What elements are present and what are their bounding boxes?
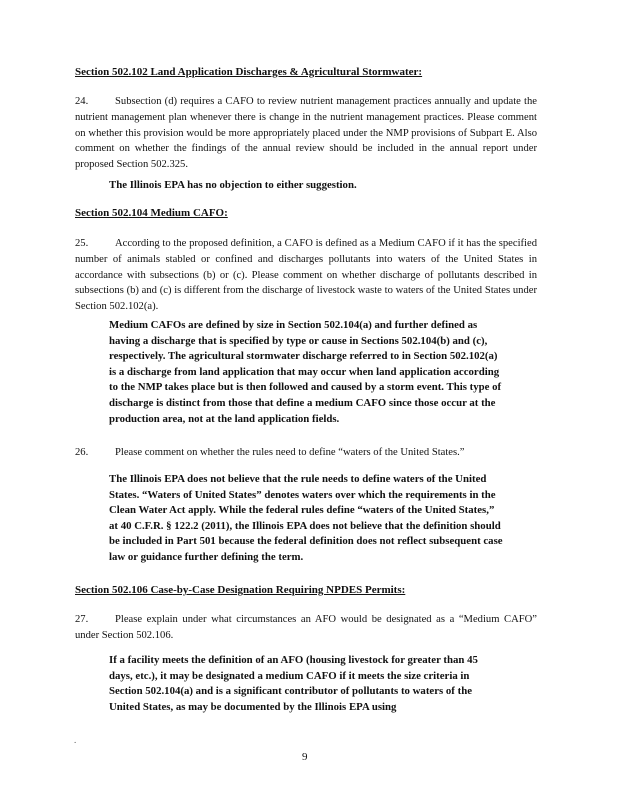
- answer-24: The Illinois EPA has no objection to either suggestion.: [109, 179, 357, 191]
- question-number: 27.: [75, 614, 89, 625]
- answer-27: If a facility meets the definition of an AFO (housing livestock for greater than 45 days, etc.), it may be designated a medium CAFO if it meets the size criteria in Section 502.104(a) and is a significant contributor of pollutants to waters of the United States, as may be documented by the Illinois EPA using: [109, 654, 478, 713]
- stray-mark: .: [74, 735, 77, 745]
- question-26: [75, 445, 537, 461]
- question-27: [75, 612, 537, 644]
- question-text: Subsection (d) requires a CAFO to review nutrient management practices annually and update the nutrient management plan whenever there is change in the nutrient management practices. Please comment on whether this provision would be more appropriately placed under the NMP provisions of Subpart E. Also comment on whether the findings of the annual review should be included in the annual report under proposed Section 502.325.: [75, 96, 537, 171]
- section-heading-502-106: Section 502.106 Case-by-Case Designation Requiring NPDES Permits:: [75, 584, 406, 596]
- question-text: Please explain under what circumstances an AFO would be designated as a “Medium CAFO” under Section 502.106.: [75, 614, 537, 641]
- section-heading-502-102: Section 502.102 Land Application Discharges & Agricultural Stormwater:: [75, 66, 423, 78]
- question-25: [75, 236, 537, 315]
- question-24: [75, 94, 537, 173]
- question-number: 26.: [75, 447, 89, 458]
- question-text: Please comment on whether the rules need to define “waters of the United States.”: [115, 447, 465, 458]
- answer-26: The Illinois EPA does not believe that the rule needs to define waters of the United States. “Waters of United States” denotes waters over which the requirements in the Clean Water Act apply. While the federal rules define “waters of the United States,” at 40 C.F.R. § 122.2 (2011), the Illinois EPA does not believe that the definition should be included in Part 501 because the federal definition does not reflect subsequent case law or guidance further defining the term.: [109, 473, 503, 563]
- section-heading-502-104: Section 502.104 Medium CAFO:: [75, 207, 228, 219]
- question-number: 24.: [75, 96, 89, 107]
- question-text: According to the proposed definition, a CAFO is defined as a Medium CAFO if it has the specified number of animals stabled or confined and discharges pollutants into waters of the United States in accordance with subsections (b) or (c). Please comment on whether discharge of pollutants described in subsections (b) and (c) is different from the discharge of livestock waste to waters of the United States under Section 502.102(a).: [75, 238, 537, 313]
- answer-25: Medium CAFOs are defined by size in Section 502.104(a) and further defined as having a discharge that is specified by type or cause in Sections 502.104(b) and (c), respectively. The agricultural stormwater discharge referred to in Section 502.102(a) is a discharge from land application that may occur when land application according to the NMP takes place but is then followed and caused by a storm event. This type of discharge is distinct from those that define a medium CAFO since those occur at the production area, not at the land application fields.: [109, 319, 502, 425]
- question-number: 25.: [75, 238, 89, 249]
- page-number: 9: [302, 751, 308, 763]
